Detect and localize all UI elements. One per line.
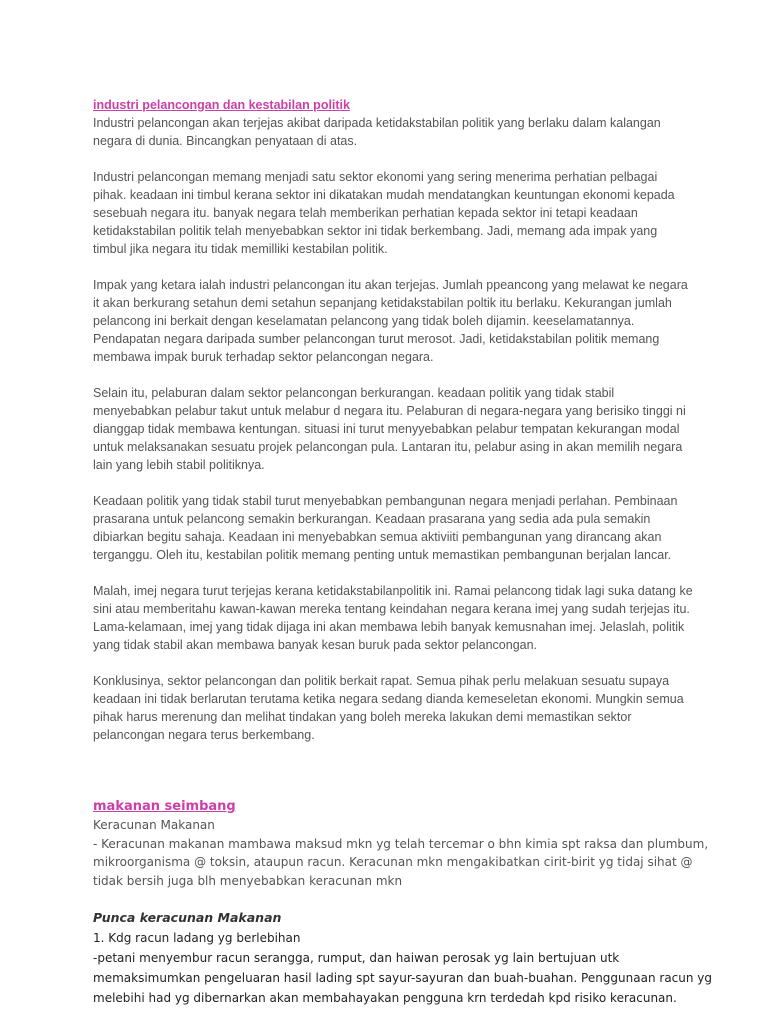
paragraph-imej: Malah, imej negara turut terjejas kerana ketidakstabilanpolitik ini. Ramai pelancong tidak lagi suka datang ke sini atau memberitahu kawan-kawan mereka tentang keindahan negara kerana imej yang sudah terjejas itu. Lama-kelamaan, imej yang tidak dijaga ini akan membawa lebih banyak kemusnahan imej. Jelaslah, politik yang tidak stabil akan membawa banyak kesan buruk pada sektor pelancongan. — [93, 584, 693, 652]
subheading-punca: Punca keracunan Makanan — [93, 910, 282, 925]
section-title-link[interactable]: makanan seimbang — [93, 799, 236, 814]
paragraph-keracunan: - Keracunan makanan mambawa maksud mkn yg telah tercemar o bhn kimia spt raksa dan plumbum, mikroorganisma @ toksin, ataupun racun. Keracunan mkn mengakibatkan cirit-birit yg tidaj sihat @ tidak bersih juga blh menyebabkan keracunan mkn — [93, 836, 709, 888]
section-title-link[interactable]: industri pelancongan dan kestabilan politik — [93, 98, 350, 112]
paragraph-konklusi: Konklusinya, sektor pelancongan dan politik berkait rapat. Semua pihak perlu melakuan sesuatu supaya keadaan ini tidak berlarutan terutama ketika negara sedang dianda kemeseletan ekonomi. Mungkin semua pihak harus merenung dan melihat tindakan yang boleh mereka lakukan demi memastikan sektor pelancongan negara terus berkembang. — [93, 674, 684, 742]
paragraph-impak: Impak yang ketara ialah industri pelancongan itu akan terjejas. Jumlah ppeancong yang melawat ke negara it akan berkurang setahun demi setahun sepanjang ketidakstabilan poltik itu berlaku. Kekurangan jumlah pelancong ini berkait dengan keselamatan pelancong yang tidak boleh dijamin. keeselamatannya. Pendapatan negara daripada sumber pelancongan turut merosot. Jadi, ketidakstabilan politik memang membawa impak buruk terhadap sektor pelancongan negara. — [93, 278, 688, 364]
section-politik — [93, 96, 693, 762]
section-makanan — [93, 797, 713, 1008]
paragraph-intro: Industri pelancongan memang menjadi satu sektor ekonomi yang sering menerima perhatian pelbagai pihak. keadaan ini timbul kerana sektor ini dikatakan mudah mendatangkan keuntungan ekonomi kepada sesebuah negara itu. banyak negara telah memberikan perhatian kepada sektor ini tetapi keadaan ketidakstabilan politik telah menyebabkan sektor ini tidak berkembang. Jadi, memang ada impak yang timbul jika negara itu tidak memilliki kestabilan politik. — [93, 170, 675, 256]
heading-keracunan: Keracunan Makanan — [93, 818, 215, 832]
point-1-text: -petani menyembur racun serangga, rumput, dan haiwan perosak yg lain bertujuan utk memaksimumkan pengeluaran hasil lading spt sayur-sayuran dan buah-buahan. Penggunaan racun yg melebihi had yg dibernarkan akan membahayakan pengguna krn terdedah kpd risiko keracunan. — [93, 951, 713, 1005]
point-1-heading: 1. Kdg racun ladang yg berlebihan — [93, 931, 301, 945]
paragraph-pelaburan: Selain itu, pelaburan dalam sektor pelancongan berkurangan. keadaan politik yang tidak stabil menyebabkan pelabur takut untuk melabur d negara itu. Pelaburan di negara-negara yang berisiko tinggi ni dianggap tidak membawa kentungan. situasi ini turut menyyebabkan pelabur tempatan kekurangan modal untuk melaksanakan sesuatu projek pelancongan pula. Lantaran itu, pelabur asing in akan memilih negara lain yang lebih stabil politiknya. — [93, 386, 686, 472]
paragraph-pembangunan: Keadaan politik yang tidak stabil turut menyebabkan pembangunan negara menjadi perlahan. Pembinaan prasarana untuk pelancong semakin berkurangan. Keadaan prasarana yang sedia ada pula semakin dibiarkan begitu sahaja. Keadaan ini menyebabkan semua aktiviiti pembangunan yang dirancang akan terganggu. Oleh itu, kestabilan politik memang penting untuk memastikan pembangunan berjalan lancar. — [93, 494, 678, 562]
paragraph-question: Industri pelancongan akan terjejas akibat daripada ketidakstabilan politik yang berlaku dalam kalangan negara di dunia. Bincangkan penyataan di atas. — [93, 116, 661, 148]
